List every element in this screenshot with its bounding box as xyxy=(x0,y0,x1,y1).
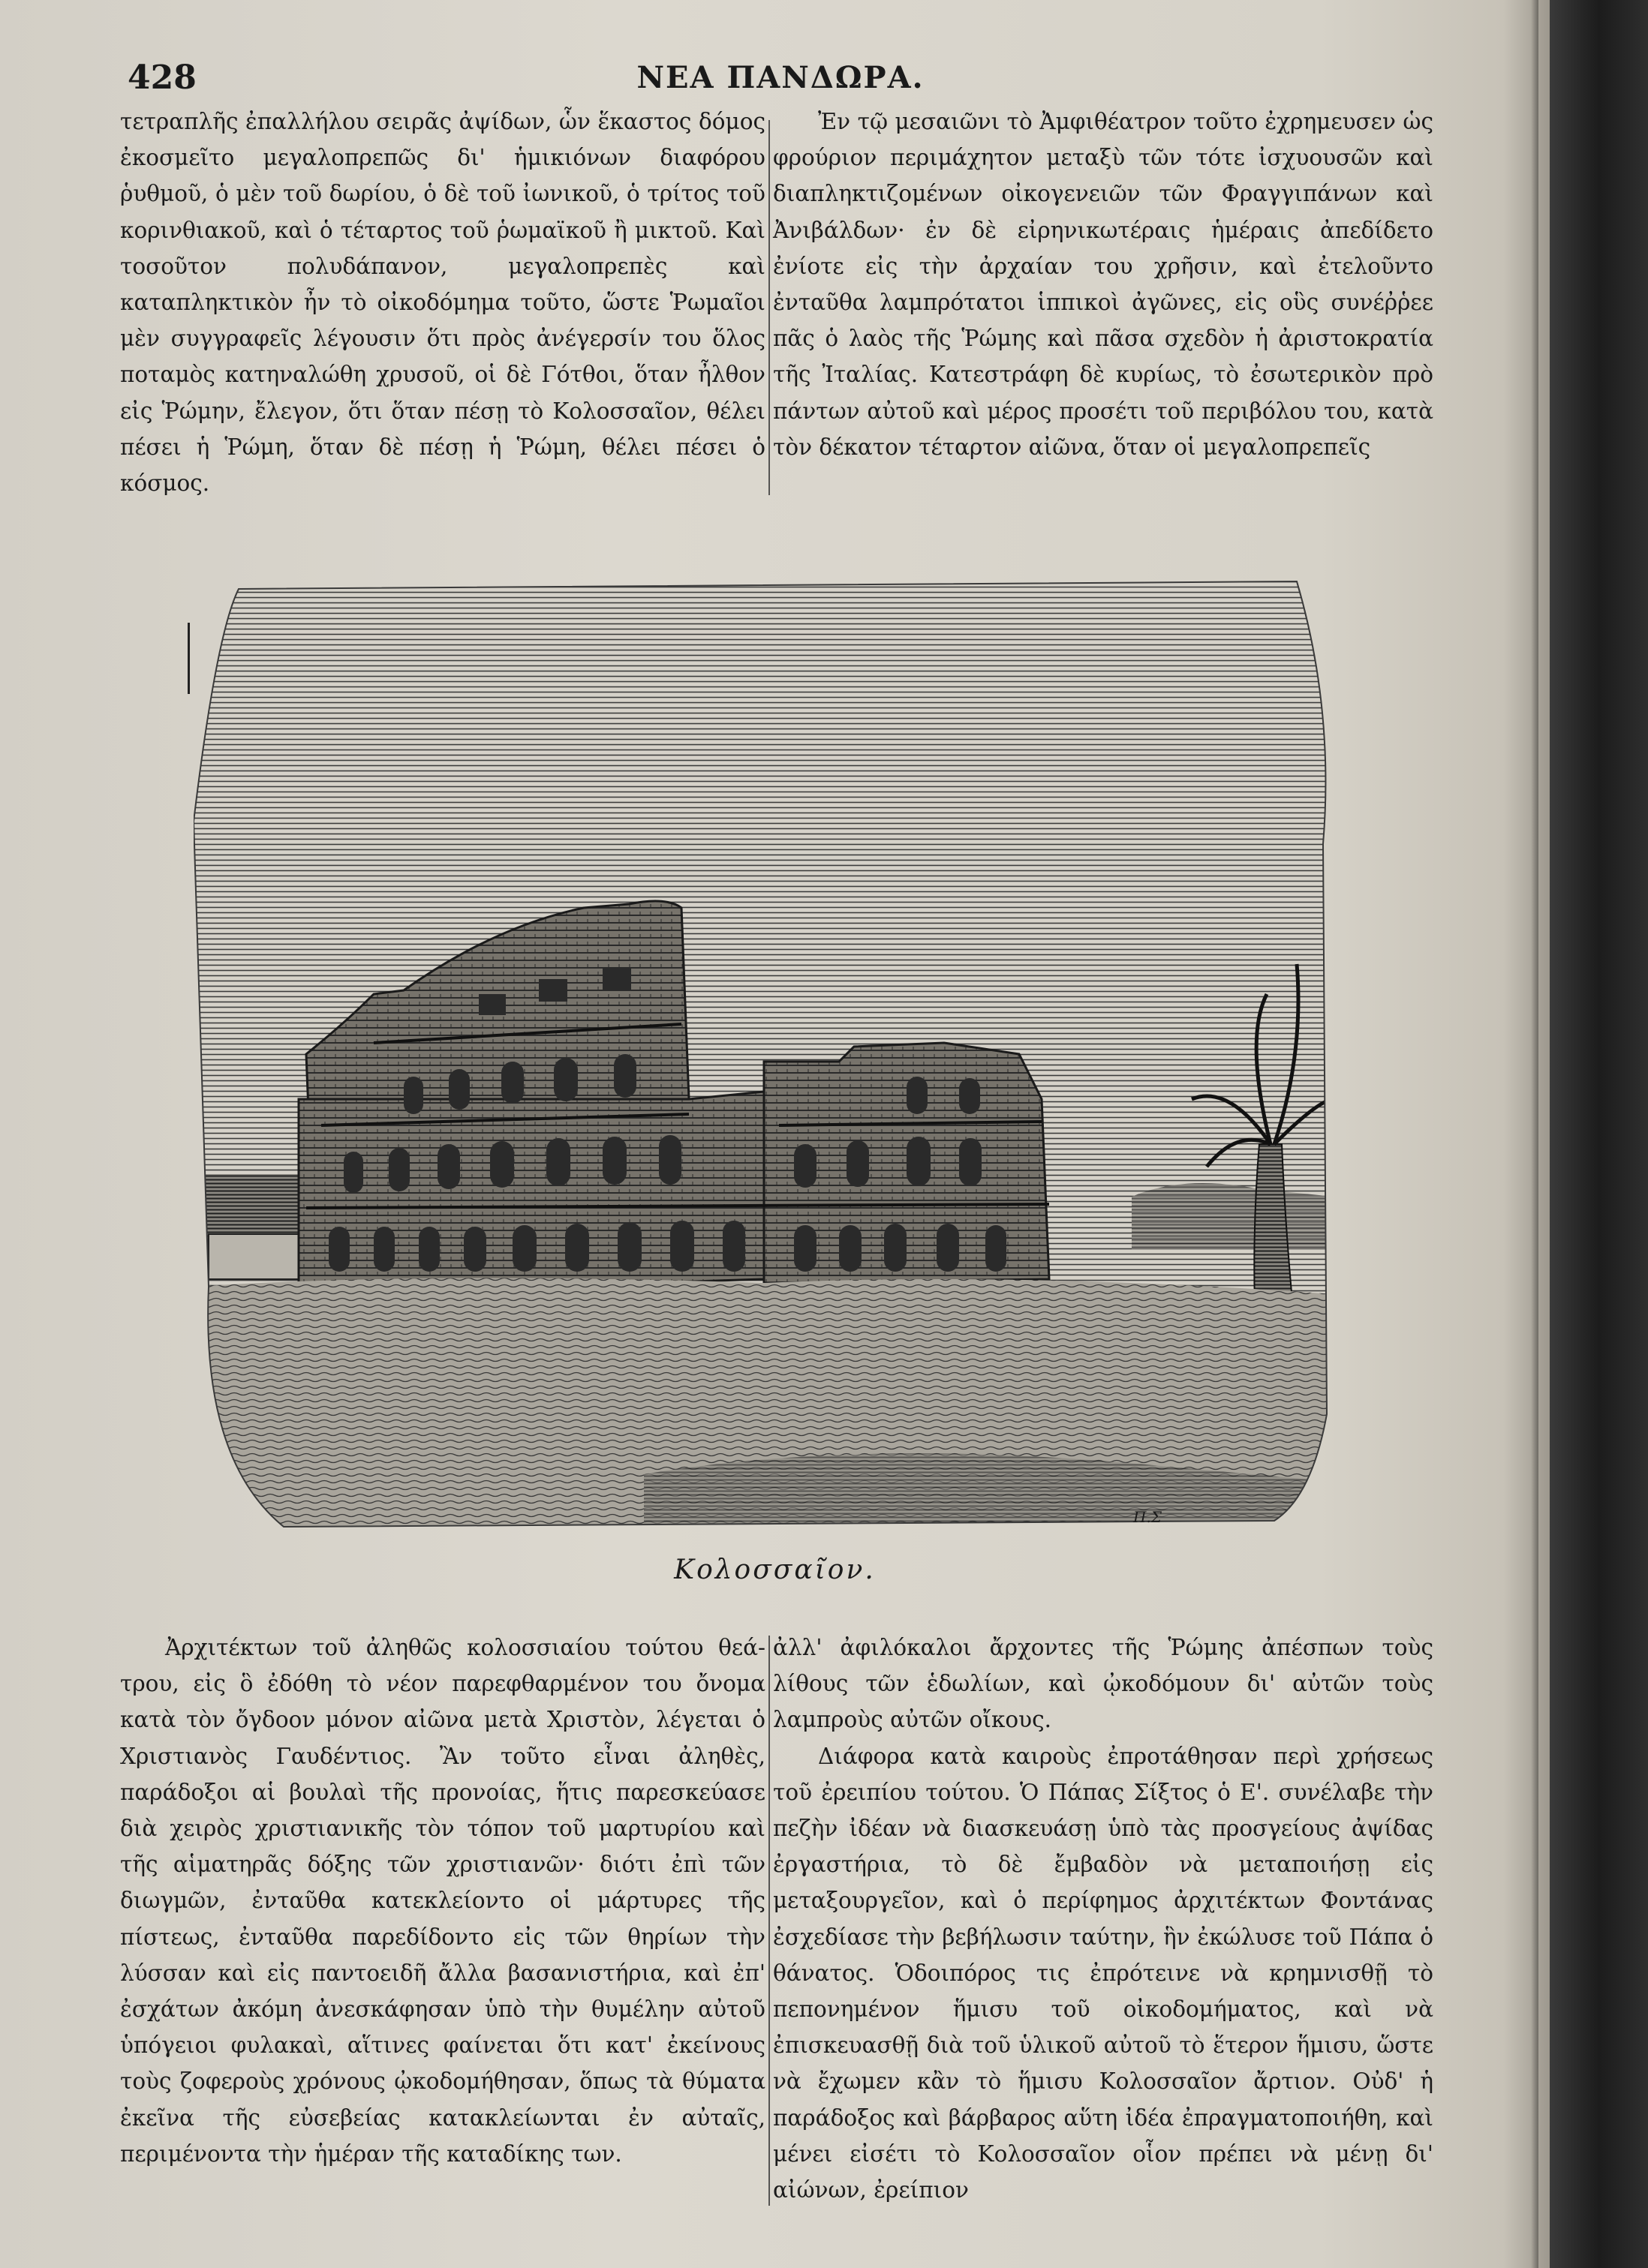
bottom-right-paragraph-2: Διάφορα κατὰ καιροὺς ἐπροτάθησαν περὶ χρήσεως τοῦ ἐρειπίου τούτου. Ὁ Πάπας Σίξτος ὁ Ε'. συνέλαβε τὴν πεζὴν ἰδέαν νὰ διασκευάσῃ ὑπὸ τὰς προσγείους ἀψίδας ἐργαστήρια, τὸ δὲ ἔμβαδὸν νὰ μεταποιήσῃ εἰς μεταξουργεῖον, καὶ ὁ περίφημος ἀρχιτέκτων Φοντάνας ἐσχεδίασε τὴν βεβήλωσιν ταύτην, ἣν ἐκώλυσε τοῦ Πάπα ὁ θάνατος. Ὁδοιπόρος τις ἐπρότεινε νὰ κρημνισθῇ τὸ πεπονημένον ἥμισυ τοῦ οἰκοδομήματος, καὶ νὰ ἐπισκευασθῇ διὰ τοῦ ὑλικοῦ αὐτοῦ τὸ ἕτερον ἥμισυ, ὥστε νὰ ἔχωμεν κἂν τὸ ἥμισυ Κολοσσαῖον ἄρτιον. Οὐδ' ἡ παράδοξος καὶ βάρβαρος αὕτη ἰδέα ἐπραγματοποιήθη, καὶ μένει εἰσέτι τὸ Κολοσσαῖον οἷον πρέπει νὰ μένῃ δι' αἰώνων, ἐρείπιον xyxy=(773,1743,1433,2203)
bottom-left-column xyxy=(120,1630,765,2172)
column-divider-bottom xyxy=(768,1636,770,2206)
colosseum-illustration xyxy=(194,574,1334,1538)
margin-mark xyxy=(188,623,190,694)
bottom-right-column xyxy=(773,1630,1433,2208)
bottom-left-paragraph: Ἀρχιτέκτων τοῦ ἀληθῶς κολοσσιαίου τούτου θεάτρου, εἰς ὃ ἐδόθη τὸ νέον παρεφθαρμένον του ὄνομα κατὰ τὸν ὄγδοον μόνον αἰῶνα μετὰ Χριστὸν, λέγεται ὁ Χριστιανὸς Γαυδέντιος. Ἂν τοῦτο εἶναι ἀληθὲς, παράδοξοι αἱ βουλαὶ τῆς προνοίας, ἥτις παρεσκεύασε διὰ χειρὸς χριστιανικῆς τὸν τόπον τοῦ μαρτυρίου καὶ τῆς αἱματηρᾶς δόξης τῶν χριστιανῶν· διότι ἐπὶ τῶν διωγμῶν, ἐνταῦθα κατεκλείοντο οἱ μάρτυρες τῆς πίστεως, ἐνταῦθα παρεδίδοντο εἰς τῶν θηρίων τὴν λύσσαν καὶ εἰς παντοειδῆ ἄλλα βασανιστήρια, καὶ ἐπ' ἐσχάτων ἀκόμη ἀνεσκάφησαν ὑπὸ τὴν θυμέλην αὐτοῦ ὑπόγειοι φυλακαὶ, αἵτινες φαίνεται ὅτι κατ' ἐκείνους τοὺς ζοφεροὺς χρόνους ᾠκοδομήθησαν, ὅπως τὰ θύματα ἐκεῖνα τῆς εὐσεβείας κατακλείωνται ἐν αὐταῖς, περιμένοντα τὴν ἡμέραν τῆς καταδίκης των. xyxy=(120,1635,765,2167)
top-left-paragraph: τετραπλῆς ἐπαλλήλου σειρᾶς ἀψίδων, ὧν ἕκαστος δόμος ἐκοσμεῖτο μεγαλοπρεπῶς δι' ἡμικιόνων διαφόρου ῥυθμοῦ, ὁ μὲν τοῦ δωρίου, ὁ δὲ τοῦ ἰωνικοῦ, ὁ τρίτος τοῦ κορινθιακοῦ, καὶ ὁ τέταρτος τοῦ ῥωμαϊκοῦ ἢ μικτοῦ. Καὶ τοσοῦτον πολυδάπανον, μεγαλοπρεπὲς καὶ καταπληκτικὸν ἦν τὸ οἰκοδόμημα τοῦτο, ὥστε Ῥωμαῖοι μὲν συγγραφεῖς λέγουσιν ὅτι πρὸς ἀνέγερσίν του ὅλος ποταμὸς κατηναλώθη χρυσοῦ, οἱ δὲ Γότθοι, ὅταν ἦλθον εἰς Ῥώμην, ἔλεγον, ὅτι ὅταν πέσῃ τὸ Κολοσσαῖον, θέλει πέσει ἡ Ῥώμη, ὅταν δὲ πέσῃ ἡ Ῥώμη, θέλει πέσει ὁ κόσμος. xyxy=(120,109,765,497)
running-title: ΝΕΑ ΠΑΝΔΩΡΑ. xyxy=(636,60,925,95)
top-left-column xyxy=(120,104,765,501)
colosseum-engraving xyxy=(194,574,1334,1538)
bottom-right-paragraph-1: ἀλλ' ἀφιλόκαλοι ἄρχοντες τῆς Ῥώμης ἀπέσπων τοὺς λίθους τῶν ἑδωλίων, καὶ ᾠκοδόμουν δι' αὐτῶν τοὺς λαμπροὺς αὐτῶν οἴκους. xyxy=(773,1635,1433,1733)
page-number: 428 xyxy=(128,59,197,97)
top-right-paragraph: Ἐν τῷ μεσαιῶνι τὸ Ἀμφιθέατρον τοῦτο ἐχρημευσεν ὡς φρούριον περιμάχητον μεταξὺ τῶν τότε ἰσχυουσῶν καὶ διαπληκτιζομένων οἰκογενειῶν τῶν Φραγγιπάνων καὶ Ἀνιβάλδων· ἐν δὲ εἰρηνικωτέραις ἡμέραις ἀπεδίδετο ἐνίοτε εἰς τὴν ἀρχαίαν του χρῆσιν, καὶ ἐτελοῦντο ἐνταῦθα λαμπρότατοι ἱππικοὶ ἀγῶνες, εἰς οὓς συνέῤῥεε πᾶς ὁ λαὸς τῆς Ῥώμης καὶ πᾶσα σχεδὸν ἡ ἀριστοκρατία τῆς Ἰταλίας. Κατεστράφη δὲ κυρίως, τὸ ἐσωτερικὸν πρὸ πάντων αὐτοῦ καὶ μέρος προσέτι τοῦ περιβόλου του, κατὰ τὸν δέκατον τέταρτον αἰῶνα, ὅταν οἱ μεγαλοπρεπεῖς xyxy=(773,109,1433,460)
page-header xyxy=(120,59,1441,104)
engraver-mark: Π.Σ xyxy=(1133,1508,1162,1526)
page-edge-shadow xyxy=(1531,0,1538,2268)
figure-caption: Κολοσσαῖον. xyxy=(674,1555,876,1585)
column-divider-top xyxy=(768,120,770,495)
top-right-column xyxy=(773,104,1433,465)
book-gutter xyxy=(1550,0,1648,2268)
